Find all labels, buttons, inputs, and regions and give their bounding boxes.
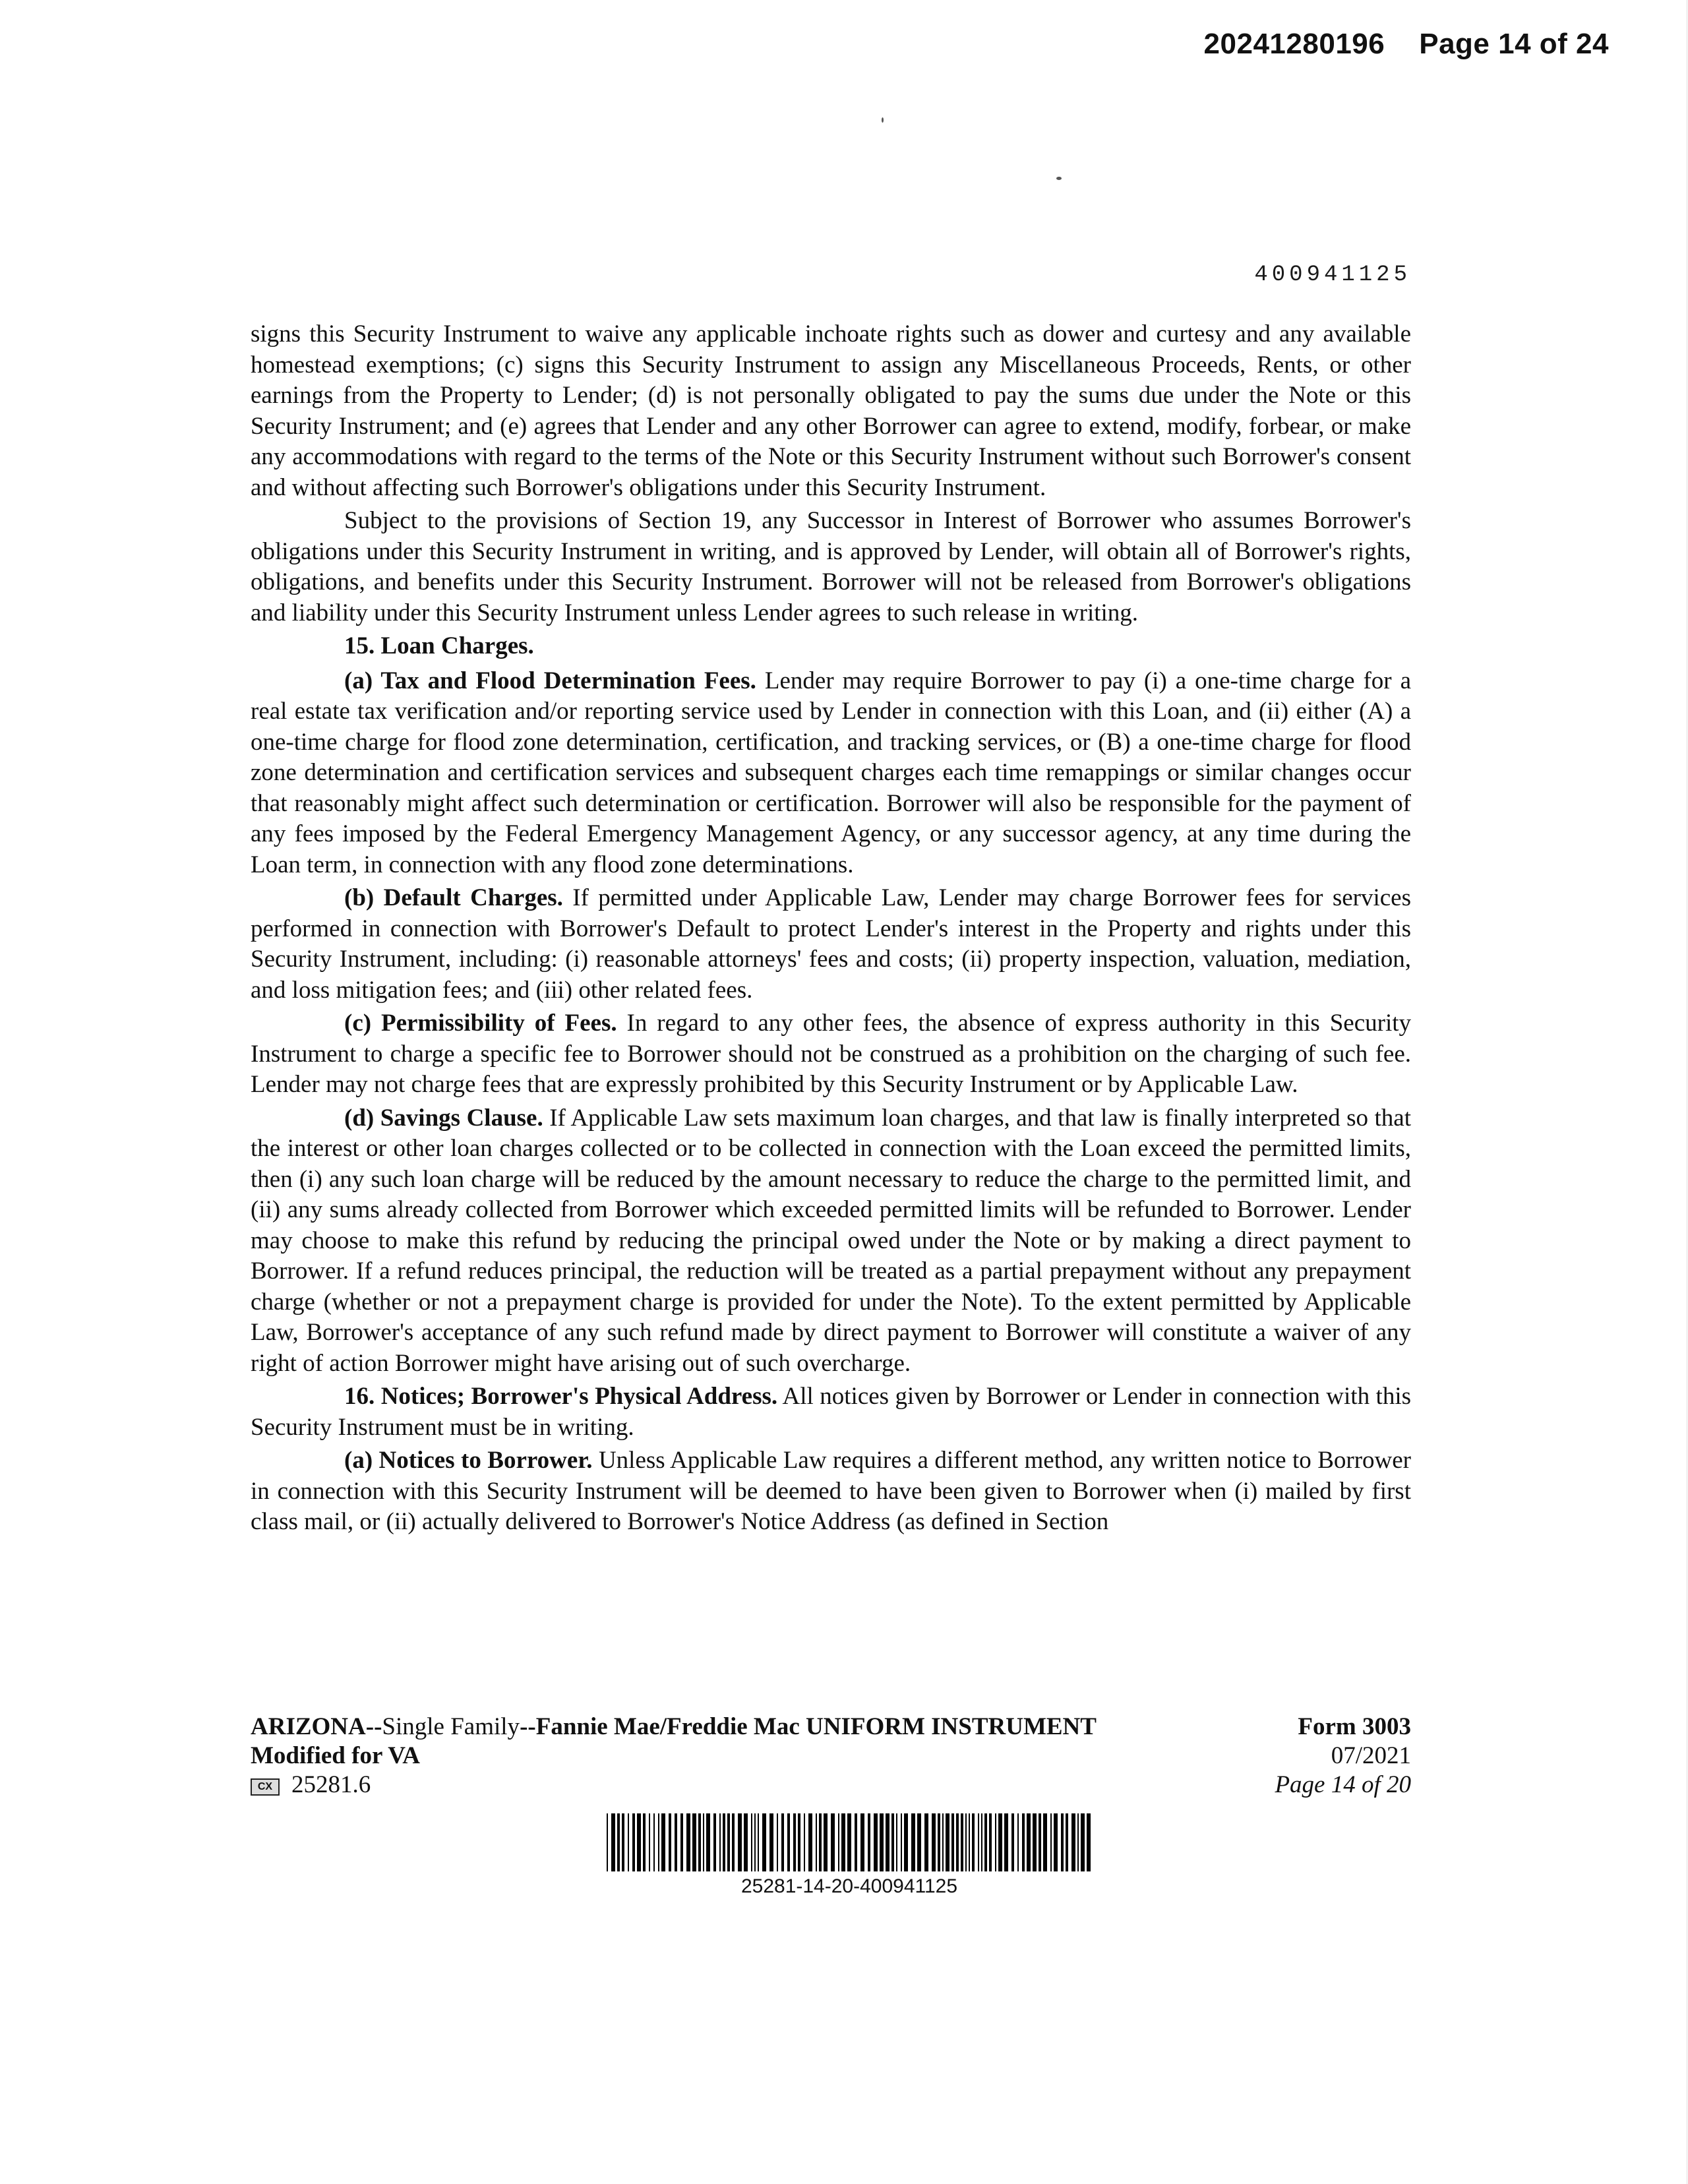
document-body — [251, 319, 1411, 1540]
footer-instrument: Fannie Mae/Freddie Mac UNIFORM INSTRUMENT — [535, 1713, 1097, 1740]
recording-header — [1204, 28, 1609, 61]
section-15c-title: (c) Permissibility of Fees. — [344, 1010, 617, 1037]
section-16-title: 16. Notices; Borrower's Physical Address. — [344, 1383, 778, 1410]
section-15a-text: Lender may require Borrower to pay (i) a one-time charge for a real estate tax verification and/or reporting service used by Lender in connection with this Loan, and (ii) either (A) a one-time charge for flood zone determination, certification, and tracking services, or (B) a one-time charge for flood zone determination and certification services and subsequent charges each time remappings or similar changes occur that reasonably might affect such determination or certification. Borrower will also be responsible for the payment of any fees imposed by the Federal Emergency Management Agency, or any successor agency, at any time during the Loan term, in connection with any flood zone determinations. — [251, 667, 1411, 878]
footer-title-line — [251, 1713, 1097, 1742]
footer-dash: -- — [520, 1713, 536, 1740]
loan-number: 400941125 — [1254, 262, 1411, 288]
barcode-icon — [605, 1813, 1093, 1871]
section-16a-title: (a) Notices to Borrower. — [344, 1447, 593, 1474]
footer-right — [1275, 1713, 1411, 1800]
footer-family: Single Family — [382, 1713, 520, 1740]
barcode — [605, 1813, 1093, 1898]
recording-number: 20241280196 — [1203, 28, 1385, 60]
scan-speck — [1056, 177, 1062, 180]
barcode-number: 25281-14-20-400941125 — [740, 1875, 958, 1897]
footer-form-date: 07/2021 — [1331, 1742, 1411, 1769]
section-15a-title: (a) Tax and Flood Determination Fees. — [344, 667, 756, 694]
footer-doc-line — [251, 1771, 1097, 1800]
section-15a — [251, 666, 1411, 881]
section-16a-text: Unless Applicable Law requires a different method, any written notice to Borrower in connection with this Security Instrument will be deemed to have been given to Borrower when (i) mailed by first class mail, or (ii) actually delivered to Borrower's Notice Address (as defined in Section — [251, 1447, 1411, 1535]
footer-state: ARIZONA — [251, 1713, 366, 1740]
paragraph-successor: Subject to the provisions of Section 19, any Successor in Interest of Borrower who assumes Borrower's obligations under this Security Instrument in writing, and is approved by Lender, will obtain all of Borrower's rights, obligations, and benefits under this Security Instrument. Borrower will not be released from Borrower's obligations and liability under this Security Instrument unless Lender agrees to such release in writing. — [251, 507, 1411, 626]
section-16a — [251, 1445, 1411, 1538]
section-15b — [251, 883, 1411, 1006]
section-15-heading: 15. Loan Charges. — [344, 632, 534, 659]
recording-page-label: Page 14 of 24 — [1419, 28, 1609, 60]
section-15b-text: If permitted under Applicable Law, Lender may charge Borrower fees for services performed in connection with Borrower's Default to protect Lender's interest in the Property and rights under this Security Instrument, including: (i) reasonable attorneys' fees and costs; (ii) property inspection, valuation, mediation, and loss mitigation fees; and (iii) other related fees. — [251, 884, 1411, 1004]
scan-speck — [882, 117, 884, 123]
section-16-text: All notices given by Borrower or Lender in connection with this Security Instrument must be in writing. — [251, 1383, 1411, 1441]
section-15d-title: (d) Savings Clause. — [344, 1104, 543, 1132]
footer-left — [251, 1713, 1097, 1800]
cx-logo-icon: CX — [251, 1778, 280, 1796]
footer-form: Form 3003 — [1298, 1713, 1411, 1740]
footer-modified: Modified for VA — [251, 1742, 420, 1769]
footer-page: Page 14 of 20 — [1275, 1771, 1411, 1798]
paragraph-continuation: signs this Security Instrument to waive any applicable inchoate rights such as dower and curtesy and any available homestead exemptions; (c) signs this Security Instrument to assign any Miscellaneous Proceeds, Rents, or other earnings from the Property to Lender; (d) is not personally obligated to pay the sums due under the Note or this Security Instrument; and (e) agrees that Lender and any other Borrower can agree to extend, modify, forbear, or make any accommodations with regard to the terms of the Note or this Security Instrument without such Borrower's consent and without affecting such Borrower's obligations under this Security Instrument. — [251, 320, 1411, 501]
section-15d-text: If Applicable Law sets maximum loan charges, and that law is finally interpreted so that the interest or other loan charges collected or to be collected in connection with the Loan exceed the permitted limits, then (i) any such loan charge will be reduced by the amount necessary to reduce the charge to the permitted limit, and (ii) any sums already collected from Borrower which exceeded permitted limits will be refunded to Borrower. Lender may choose to make this refund by reducing the principal owed under the Note or by making a direct payment to Borrower. If a refund reduces principal, the reduction will be treated as a partial prepayment without any prepayment charge (whether or not a prepayment charge is provided for under the Note). To the extent permitted by Applicable Law, Borrower's acceptance of any such refund made by direct payment to Borrower will constitute a waiver of any right of action Borrower might have arising out of such overcharge. — [251, 1104, 1412, 1377]
section-15c — [251, 1008, 1411, 1101]
section-15b-title: (b) Default Charges. — [344, 884, 563, 911]
footer-dash: -- — [365, 1713, 382, 1740]
section-15d — [251, 1103, 1411, 1380]
footer-doc-code: 25281.6 — [291, 1771, 371, 1798]
section-16 — [251, 1381, 1411, 1443]
section-15c-text: In regard to any other fees, the absence of express authority in this Security Instrument to charge a specific fee to Borrower should not be construed as a prohibition on the charging of such fee. Lender may not charge fees that are expressly prohibited by this Security Instrument or by Applicable Law. — [251, 1010, 1412, 1098]
